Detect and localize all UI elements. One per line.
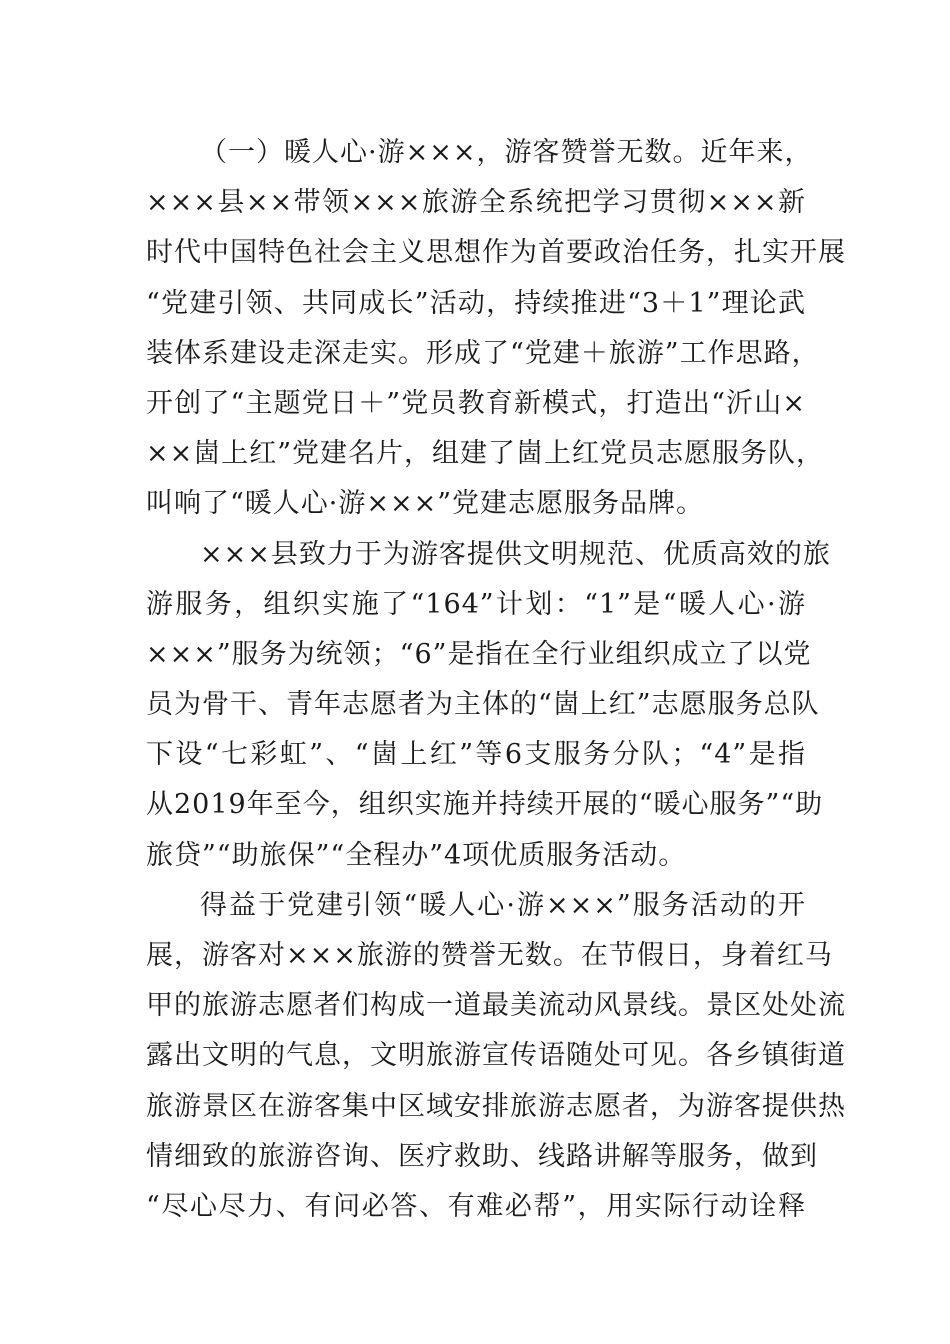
text-line: “党建引领、共同成长”活动，持续推进“3＋1”理论武 xyxy=(146,287,806,319)
text-line: 旅游景区在游客集中区域安排旅游志愿者，为游客提供热 xyxy=(146,1090,846,1122)
text-line: 装体系建设走深走实。形成了“党建＋旅游”工作思路， xyxy=(146,337,820,369)
text-line: 甲的旅游志愿者们构成一道最美流动风景线。景区处处流 xyxy=(146,990,846,1022)
text-line: 露出文明的气息，文明旅游宣传语随处可见。各乡镇街道 xyxy=(146,1040,846,1072)
text-line: 游服务，组织实施了“164”计划：“1”是“暖人心·游 xyxy=(146,588,806,620)
text-line: （一）暖人心·游×××，游客赞誉无数。近年来， xyxy=(200,137,813,168)
text-line: ×××”服务为统领；“6”是指在全行业组织成立了以党 xyxy=(146,638,812,670)
text-line: 叫响了“暖人心·游×××”党建志愿服务品牌。 xyxy=(146,488,705,520)
paragraph-1 xyxy=(146,128,846,530)
text-line: 下设“七彩虹”、“崮上红”等6支服务分队；“4”是指 xyxy=(146,739,806,771)
paragraph-3 xyxy=(146,881,846,1232)
text-line: 旅贷”“助旅保”“全程办”4项优质服务活动。 xyxy=(146,839,687,871)
text-line: 员为骨干、青年志愿者为主体的“崮上红”志愿服务总队 xyxy=(146,689,820,721)
text-line: ××崮上红”党建名片，组建了崮上红党员志愿服务队， xyxy=(146,438,825,470)
document-body xyxy=(146,128,846,1232)
text-line: 从2019年至今，组织实施并持续开展的“暖心服务”“助 xyxy=(146,789,824,821)
text-line: 展，游客对×××旅游的赞誉无数。在节假日，身着红马 xyxy=(146,940,833,971)
text-line: ×××县××带领×××旅游全系统把学习贯彻×××新 xyxy=(146,187,806,219)
text-line: ×××县致力于为游客提供文明规范、优质高效的旅 xyxy=(200,538,831,570)
paragraph-2 xyxy=(146,530,831,881)
text-line: 时代中国特色社会主义思想作为首要政治任务，扎实开展 xyxy=(146,237,846,269)
text-line: 得益于党建引领“暖人心·游×××”服务活动的开 xyxy=(200,889,806,921)
text-line: “尽心尽力、有问必答、有难必帮”，用实际行动诠释 xyxy=(146,1190,806,1222)
text-line: 情细致的旅游咨询、医疗救助、线路讲解等服务，做到 xyxy=(146,1140,818,1172)
text-line: 开创了“主题党日＋”党员教育新模式，打造出“沂山× xyxy=(146,387,806,419)
